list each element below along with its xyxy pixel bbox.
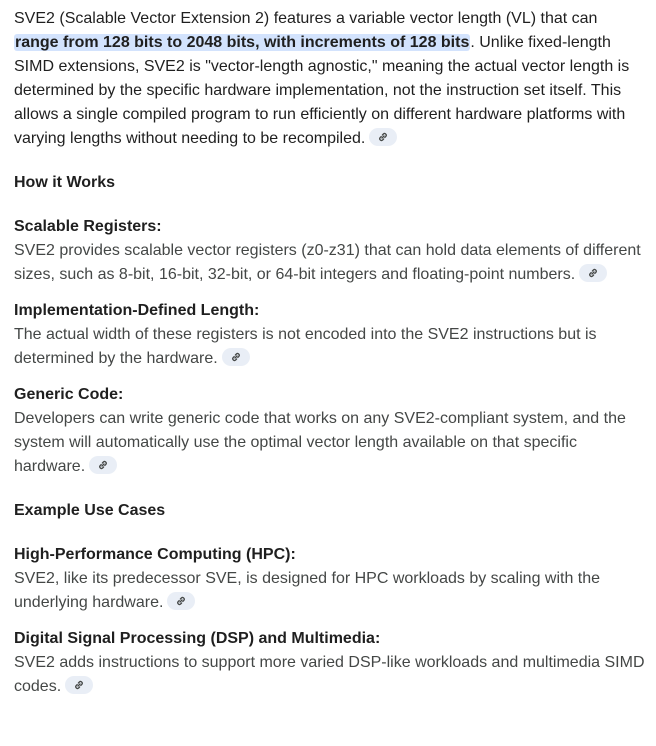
source-link-chip[interactable] — [65, 676, 93, 694]
source-link-chip[interactable] — [222, 348, 250, 366]
item-title-generic-code: Generic Code: — [14, 386, 124, 403]
item-body-hpc: SVE2, like its predecessor SVE, is designed for HPC workloads by scaling with the underlying hardware. — [14, 570, 601, 611]
link-icon — [175, 595, 187, 607]
section-heading-example-use-cases: Example Use Cases — [14, 502, 166, 519]
item-body-implementation-defined-length: The actual width of these registers is not encoded into the SVE2 instructions but is determined by the hardware. — [14, 326, 597, 367]
link-icon — [73, 679, 85, 691]
source-link-chip[interactable] — [579, 264, 607, 282]
link-icon — [377, 131, 389, 143]
link-icon — [230, 351, 242, 363]
link-icon — [97, 459, 109, 471]
item-body-dsp-multimedia: SVE2 adds instructions to support more varied DSP-like workloads and multimedia SIMD codes. — [14, 654, 645, 695]
link-icon — [587, 267, 599, 279]
intro-text-before: SVE2 (Scalable Vector Extension 2) features a variable vector length (VL) that can — [14, 10, 598, 27]
source-link-chip[interactable] — [369, 128, 397, 146]
source-link-chip[interactable] — [167, 592, 195, 610]
item-body-scalable-registers: SVE2 provides scalable vector registers (z0-z31) that can hold data elements of different sizes, such as 8-bit, 16-bit, 32-bit, or 64-bit integers and floating-point numbers. — [14, 242, 641, 283]
section-heading-how-it-works: How it Works — [14, 174, 116, 191]
item-title-hpc: High-Performance Computing (HPC): — [14, 546, 296, 563]
highlighted-passage[interactable]: range from 128 bits to 2048 bits, with increments of 128 bits — [15, 34, 470, 51]
source-link-chip[interactable] — [89, 456, 117, 474]
item-title-dsp-multimedia: Digital Signal Processing (DSP) and Multimedia: — [14, 630, 381, 647]
item-title-scalable-registers: Scalable Registers: — [14, 218, 162, 235]
item-body-generic-code: Developers can write generic code that works on any SVE2-compliant system, and the system will automatically use the optimal vector length available on that specific hardware. — [14, 410, 626, 475]
intro-text-after: . Unlike fixed-length SIMD extensions, SVE2 is "vector-length agnostic," meaning the actual vector length is determined by the specific hardware implementation, not the instruction set itself. This allows a single compiled program to run efficiently on different hardware platforms with varying lengths without needing to be recompiled. — [14, 34, 630, 147]
item-title-implementation-defined-length: Implementation-Defined Length: — [14, 302, 260, 319]
intro-paragraph — [14, 7, 646, 151]
